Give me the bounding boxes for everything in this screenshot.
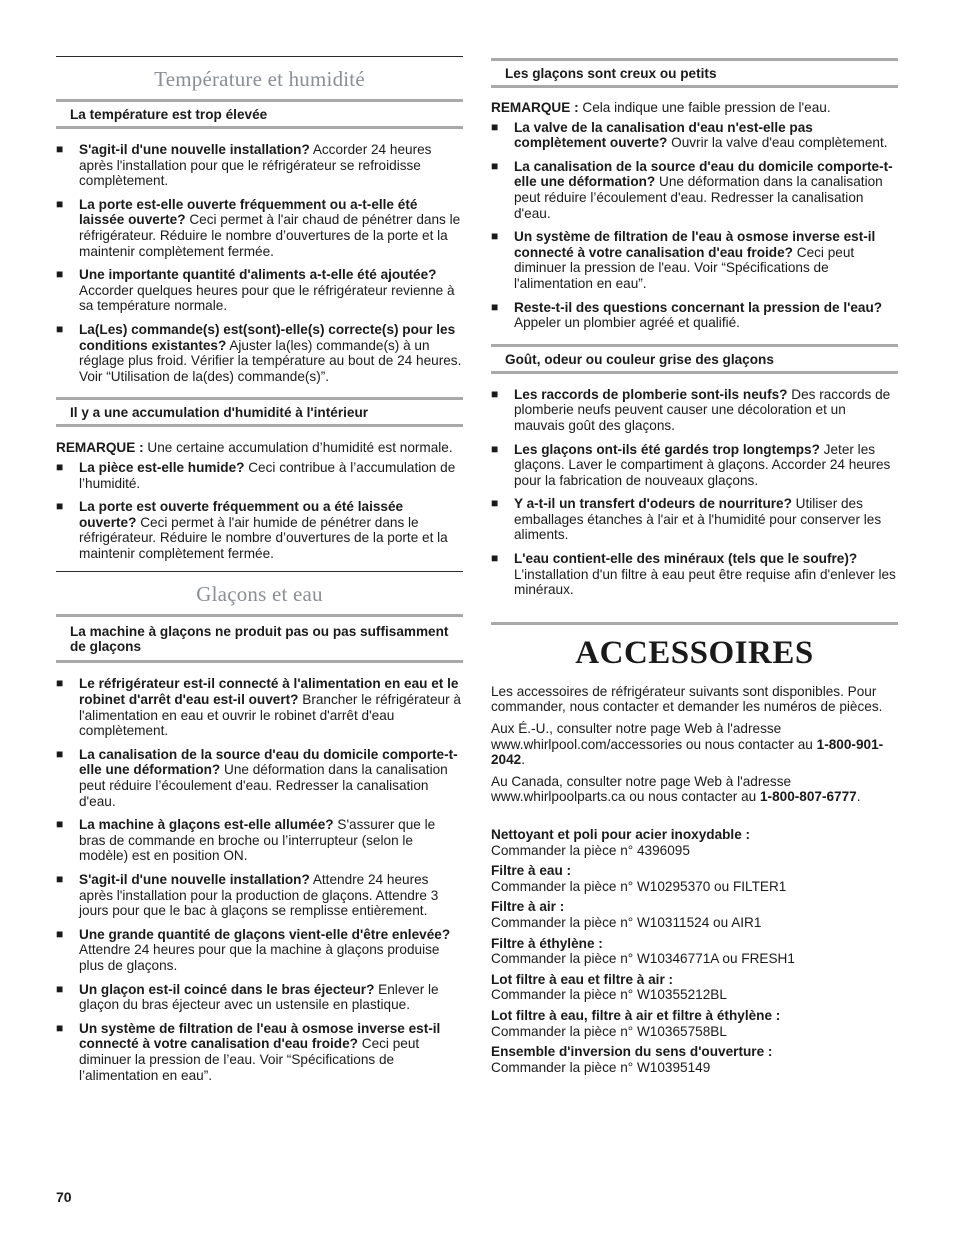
accessory-part: Commander la pièce n° W10355212BL [491,987,727,1003]
accessory-part: Commander la pièce n° 4396095 [491,842,690,858]
page-number: 70 [56,1189,72,1205]
item-answer: Attendre 24 heures après l'installation pour la production de glaçons. Attendre 3 jours pour que le bac à glaçons se remplisse entièrement. [79,872,439,919]
us-phone: 1-800-901-2042 [491,736,884,768]
item-answer: Des raccords de plomberie neufs peuvent causer une décoloration et un mauvais goût des glaçons. [514,386,891,433]
accessory-label: Ensemble d'inversion du sens d'ouverture : [491,1044,773,1060]
accessory-label: Filtre à éthylène : [491,935,603,951]
item-question: La valve de la canalisation d'eau n'est-elle pas complètement ouverte? [514,119,813,151]
list-item [56,817,463,864]
bullet-icon: ■ [56,676,64,691]
item-answer: Jeter les glaçons. Laver le compartiment à glaçons. Accorder 24 heures pour la fabrication de nouveaux glaçons. [514,441,891,488]
bullet-icon: ■ [491,119,499,134]
list-ice-production [56,676,463,1083]
bullet-icon: ■ [491,299,499,314]
accessory-part: Commander la pièce n° W10295370 ou FILTER1 [491,878,787,894]
item-answer: Utiliser des emballages étanches à l'air et à l'humidité pour conserver les aliments. [514,496,882,543]
item-answer: Attendre 24 heures pour que la machine à glaçons produise plus de glaçons. [79,942,440,973]
accessories-us [491,721,898,768]
note-label: REMARQUE : [56,440,144,456]
bullet-icon: ■ [56,459,64,474]
accessory-item [491,1044,898,1075]
accessory-item [491,1008,898,1039]
accessory-label: Filtre à air : [491,899,565,915]
accessories-ca [491,774,898,805]
item-answer: Accorder quelques heures pour que le réfrigérateur revienne à sa température normale. [79,282,455,314]
list-item [56,927,463,974]
bullet-icon: ■ [491,158,499,173]
subhead-ice-production: La machine à glaçons ne produit pas ou pas suffisamment de glaçons [56,614,463,663]
list-item [491,387,898,434]
list-item [491,551,898,598]
bullet-icon: ■ [56,872,64,886]
section-title-ice: Glaçons et eau [196,582,323,607]
ca-phone: 1-800-807-6777 [760,789,857,805]
list-item [56,197,463,259]
accessories-rule [491,622,898,625]
accessory-item [491,863,898,894]
bullet-icon: ■ [56,321,64,336]
bullet-icon: ■ [56,981,64,996]
accessories-intro: Les accessoires de réfrigérateur suivants sont disponibles. Pour commander, nous contacter et demander les numéros de pièces. [491,683,883,715]
item-answer: L'installation d'un filtre à eau peut être requise afin d'enlever les minéraux. [514,566,896,598]
bullet-icon: ■ [56,142,64,156]
item-answer: Ceci peut diminuer la pression de l’eau. Voir “Spécifications de l’alimentation en eau”. [79,1036,420,1083]
list-item [56,267,463,314]
item-answer: Brancher le réfrigérateur à l'alimentation en eau et ouvrir le robinet d'arrêt d'eau complètement. [79,692,461,739]
bullet-icon: ■ [491,496,499,511]
item-answer: Enlever le glaçon du bras éjecteur avec un ustensile en plastique. [79,981,439,1013]
item-question: La machine à glaçons est-elle allumée? [79,817,334,833]
item-question: La canalisation de la source d'eau du domicile comporte-t-elle une déformation? [79,746,458,778]
subhead-hollow-ice: Les glaçons sont creux ou petits [491,58,898,88]
subhead-taste: Goût, odeur ou couleur grise des glaçons [491,344,898,374]
accessory-label: Lot filtre à eau, filtre à air et filtre à éthylène : [491,1007,781,1023]
accessory-label: Lot filtre à eau et filtre à air : [491,971,674,987]
us-text: Aux É.-U., consulter notre page Web à l'adresse www.whirlpool.com/accessories ou nous contacter au [491,721,817,752]
accessory-item [491,899,898,930]
subhead-temp-high: La température est trop élevée [56,99,463,129]
accessory-label: Filtre à eau : [491,863,572,879]
accessory-part: Commander la pièce n° W10395149 [491,1059,711,1075]
item-answer: Ouvrir la valve d'eau complètement. [667,135,888,151]
list-item [56,499,463,561]
bullet-icon: ■ [491,229,499,244]
item-question: La porte est ouverte fréquemment ou a été laissée ouverte? [79,499,404,530]
ca-end: . [856,789,861,805]
right-column [491,0,898,1080]
accessory-part: Commander la pièce n° W10346771A ou FRESH1 [491,951,795,967]
item-question: Une importante quantité d'aliments a-t-elle été ajoutée? [79,267,437,283]
left-column [56,0,463,1091]
accessory-label: Nettoyant et poli pour acier inoxydable : [491,827,751,842]
list-item [56,872,463,919]
list-item [491,496,898,543]
list-humidity [56,460,463,562]
item-question: Un système de filtration de l'eau à osmose inverse est-il connecté à votre canalisation d'eau froide? [79,1020,441,1052]
list-item [491,229,898,291]
item-answer: Appeler un plombier agréé et qualifié. [514,315,740,331]
bullet-icon: ■ [56,817,64,832]
item-question: Reste-t-il des questions concernant la pression de l'eau? [514,299,883,315]
bullet-icon: ■ [491,386,499,401]
bullet-icon: ■ [56,499,64,514]
bullet-icon: ■ [56,267,64,282]
ca-text: Au Canada, consulter notre page Web à l'adresse www.whirlpoolparts.ca ou nous contacter au [491,773,792,805]
list-item [56,460,463,491]
us-end: . [521,752,526,768]
note-label: REMARQUE : [491,100,579,115]
bullet-icon: ■ [491,441,499,456]
item-answer: Ceci peut diminuer la pression de l'eau. Voir “Spécifications de l'alimentation en eau”. [514,244,855,291]
list-item [491,442,898,489]
note-humidity [56,440,463,456]
note-hollow [491,100,898,116]
item-question: Y a-t-il un transfert d'odeurs de nourriture? [514,496,792,512]
bullet-icon: ■ [491,551,499,566]
item-answer: Ajuster la(les) commande(s) à un réglage plus froid. Vérifier la température au bout de 24 heures. Voir “Utilisation de la(des) commande(s)”. [79,337,462,384]
accessory-item [491,972,898,1003]
list-item [56,747,463,809]
section-rule [56,571,463,572]
item-answer: Ceci permet à l'air chaud de pénétrer dans le réfrigérateur. Réduire le nombre d’ouvertures de la porte et la maintenir complètement fermée. [79,212,461,259]
item-question: Les glaçons ont-ils été gardés trop longtemps? [514,441,820,457]
accessory-part: Commander la pièce n° W10311524 ou AIR1 [491,914,762,930]
list-taste [491,387,898,598]
accessories-list [491,827,898,1075]
item-question: S'agit-il d'une nouvelle installation? [79,142,310,157]
note-text: Cela indique une faible pression de l'eau. [578,100,831,115]
item-question: Un système de filtration de l'eau à osmose inverse est-il connecté à votre canalisation d'eau froide? [514,229,876,260]
list-item [56,322,463,384]
note-text: Une certaine accumulation d’humidité est normale. [143,440,453,456]
bullet-icon: ■ [56,926,64,941]
section-title-temperature: Température et humidité [154,67,365,91]
item-answer: S'assurer que le bras de commande en broche ou l’interrupteur (selon le modèle) est en position ON. [79,817,436,864]
bullet-icon: ■ [56,746,64,761]
item-question: Une grande quantité de glaçons vient-elle d'être enlevée? [79,926,451,942]
bullet-icon: ■ [56,196,64,211]
list-hollow [491,120,898,331]
list-item [56,676,463,738]
item-question: La(Les) commande(s) est(sont)-elle(s) correcte(s) pour les conditions existantes? [79,321,456,353]
list-item [491,159,898,221]
accessories-title: ACCESSOIRES [575,634,814,671]
item-question: S'agit-il d'une nouvelle installation? [79,872,310,887]
accessory-item [491,936,898,967]
item-question: La canalisation de la source d'eau du domicile comporte-t-elle une déformation? [514,158,893,190]
item-answer: Ceci permet à l'air humide de pénétrer dans le réfrigérateur. Réduire le nombre d’ouvertures de la porte et la maintenir complètement fermée. [79,514,448,561]
list-item [56,1021,463,1083]
list-item [56,142,463,189]
list-item [491,120,898,151]
section-rule [56,56,463,57]
item-question: Le réfrigérateur est-il connecté à l'alimentation en eau et le robinet d'arrêt d'eau est-il ouvert? [79,676,459,708]
accessory-part: Commander la pièce n° W10365758BL [491,1023,727,1039]
item-question: La porte est-elle ouverte fréquemment ou a-t-elle été laissée ouverte? [79,196,418,228]
item-answer: Accorder 24 heures après l'installation pour que le réfrigérateur se refroidisse complètement. [79,142,432,189]
list-temp-high [56,142,463,384]
item-question: Un glaçon est-il coincé dans le bras éjecteur? [79,981,375,997]
item-question: L'eau contient-elle des minéraux (tels que le soufre)? [514,551,858,567]
list-item [491,300,898,331]
accessory-item [491,827,898,858]
item-answer: Une déformation dans la canalisation peut réduire l’écoulement d'eau. Redresser la canalisation d'eau. [79,762,448,809]
item-question: Les raccords de plomberie sont-ils neufs? [514,386,788,402]
item-answer: Ceci contribue à l’accumulation de l’humidité. [79,459,456,491]
subhead-humidity: Il y a une accumulation d'humidité à l'intérieur [56,397,463,427]
bullet-icon: ■ [56,1020,64,1035]
item-question: La pièce est-elle humide? [79,459,245,475]
item-answer: Une déformation dans la canalisation peut réduire l’écoulement d'eau. Redresser la canalisation d'eau. [514,174,883,221]
list-item [56,982,463,1013]
